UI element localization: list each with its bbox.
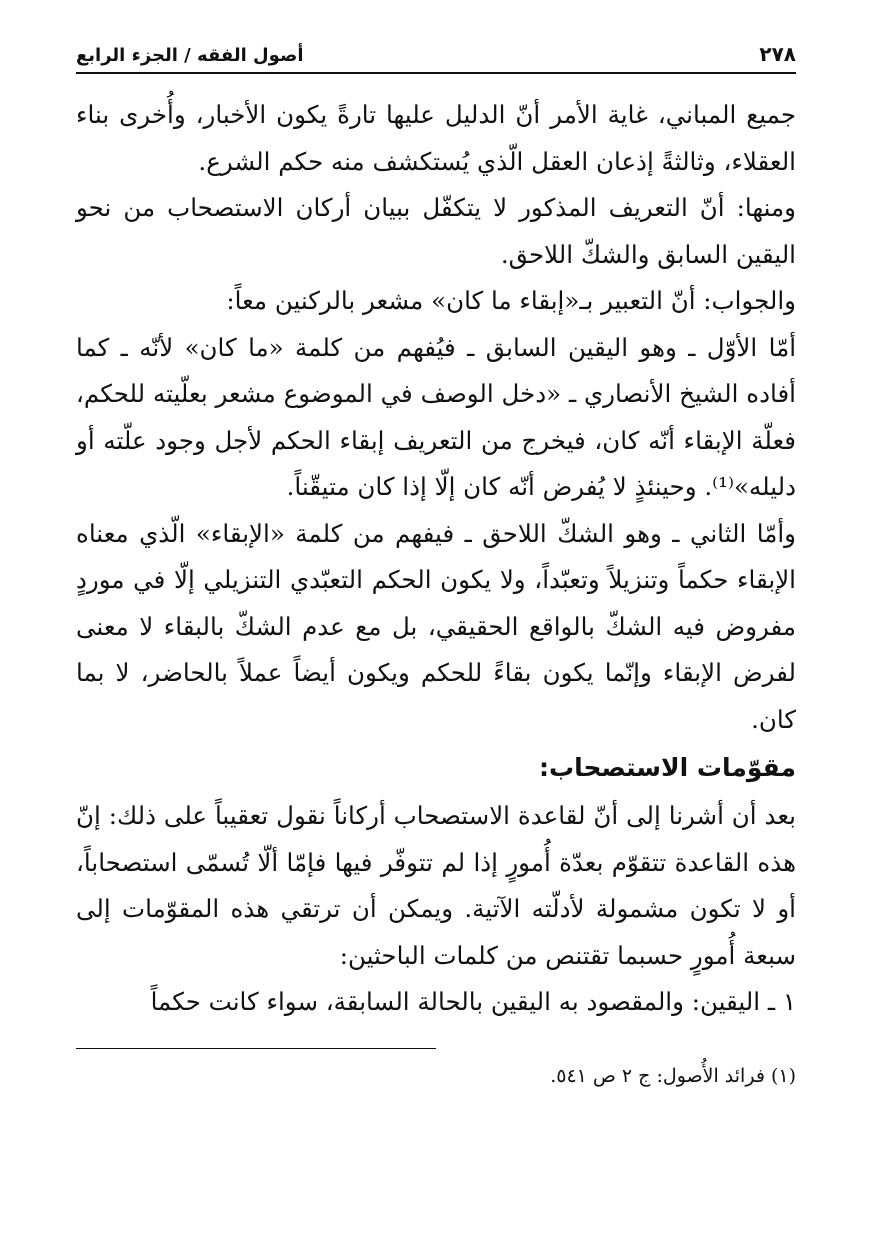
section-heading: مقوّمات الاستصحاب: <box>539 753 796 782</box>
paragraph: ١ ـ اليقين: والمقصود به اليقين بالحالة السابقة، سواء كانت حكماً <box>150 987 796 1016</box>
paragraph: والجواب: أنّ التعبير بـ«إبقاء ما كان» مشعر بالركنين معاً: <box>226 286 796 315</box>
paragraph: ومنها: أنّ التعريف المذكور لا يتكفّل ببيان أركان الاستصحاب من نحو اليقين السابق والشكّ اللاحق. <box>76 193 796 269</box>
page-body <box>76 92 796 1026</box>
paragraph: أمّا الأوّل ـ وهو اليقين السابق ـ فيُفهم من كلمة «ما كان» لأنّه ـ كما أفاده الشيخ الأنصاري ـ «دخل الوصف في الموضوع مشعر بعلّيته للحكم، فعلّة الإبقاء أنّه كان، فيخرج من التعريف إبقاء الحكم لأجل وجود علّته أو دليله»⁽¹⁾. وحينئذٍ لا يُفرض أنّه كان إلّا إذا كان متيقّناً. <box>76 332 796 501</box>
running-title: أصول الفقه / الجزء الرابع <box>76 45 304 66</box>
footnote-rule <box>76 1048 436 1049</box>
footnote: (١) فرائد الأُصول: ج ٢ ص ٥٤١. <box>550 1064 796 1087</box>
page-number: ٢٧٨ <box>759 42 796 66</box>
paragraph: بعد أن أشرنا إلى أنّ لقاعدة الاستصحاب أركاناً نقول تعقيباً على ذلك: إنّ هذه القاعدة تتقوّم بعدّة أُمورٍ إذا لم تتوفّر فيها فإمّا ألّا تُسمّى استصحاباً، أو لا تكون مشمولة لأدلّته الآتية. ويمكن أن ترتقي هذه المقوّمات إلى سبعة أُمورٍ حسبما تقتنص من كلمات الباحثين: <box>76 801 796 970</box>
paragraph: جميع المباني، غاية الأمر أنّ الدليل عليها تارةً يكون الأخبار، وأُخرى بناء العقلاء، وثالثةً إذعان العقل الّذي يُستكشف منه حكم الشرع. <box>76 100 796 176</box>
page-header <box>76 36 796 74</box>
footnote-separator <box>76 1048 796 1049</box>
paragraph: وأمّا الثاني ـ وهو الشكّ اللاحق ـ فيفهم من كلمة «الإبقاء» الّذي معناه الإبقاء حكماً وتنزيلاً وتعبّداً، ولا يكون الحكم التعبّدي التنزيلي إلّا في موردٍ مفروض فيه الشكّ بالواقع الحقيقي، بل مع عدم الشكّ بالبقاء لا معنى لفرض الإبقاء وإنّما يكون بقاءً للحكم ويكون أيضاً عملاً بالحاضر، لا بما كان. <box>76 518 796 734</box>
